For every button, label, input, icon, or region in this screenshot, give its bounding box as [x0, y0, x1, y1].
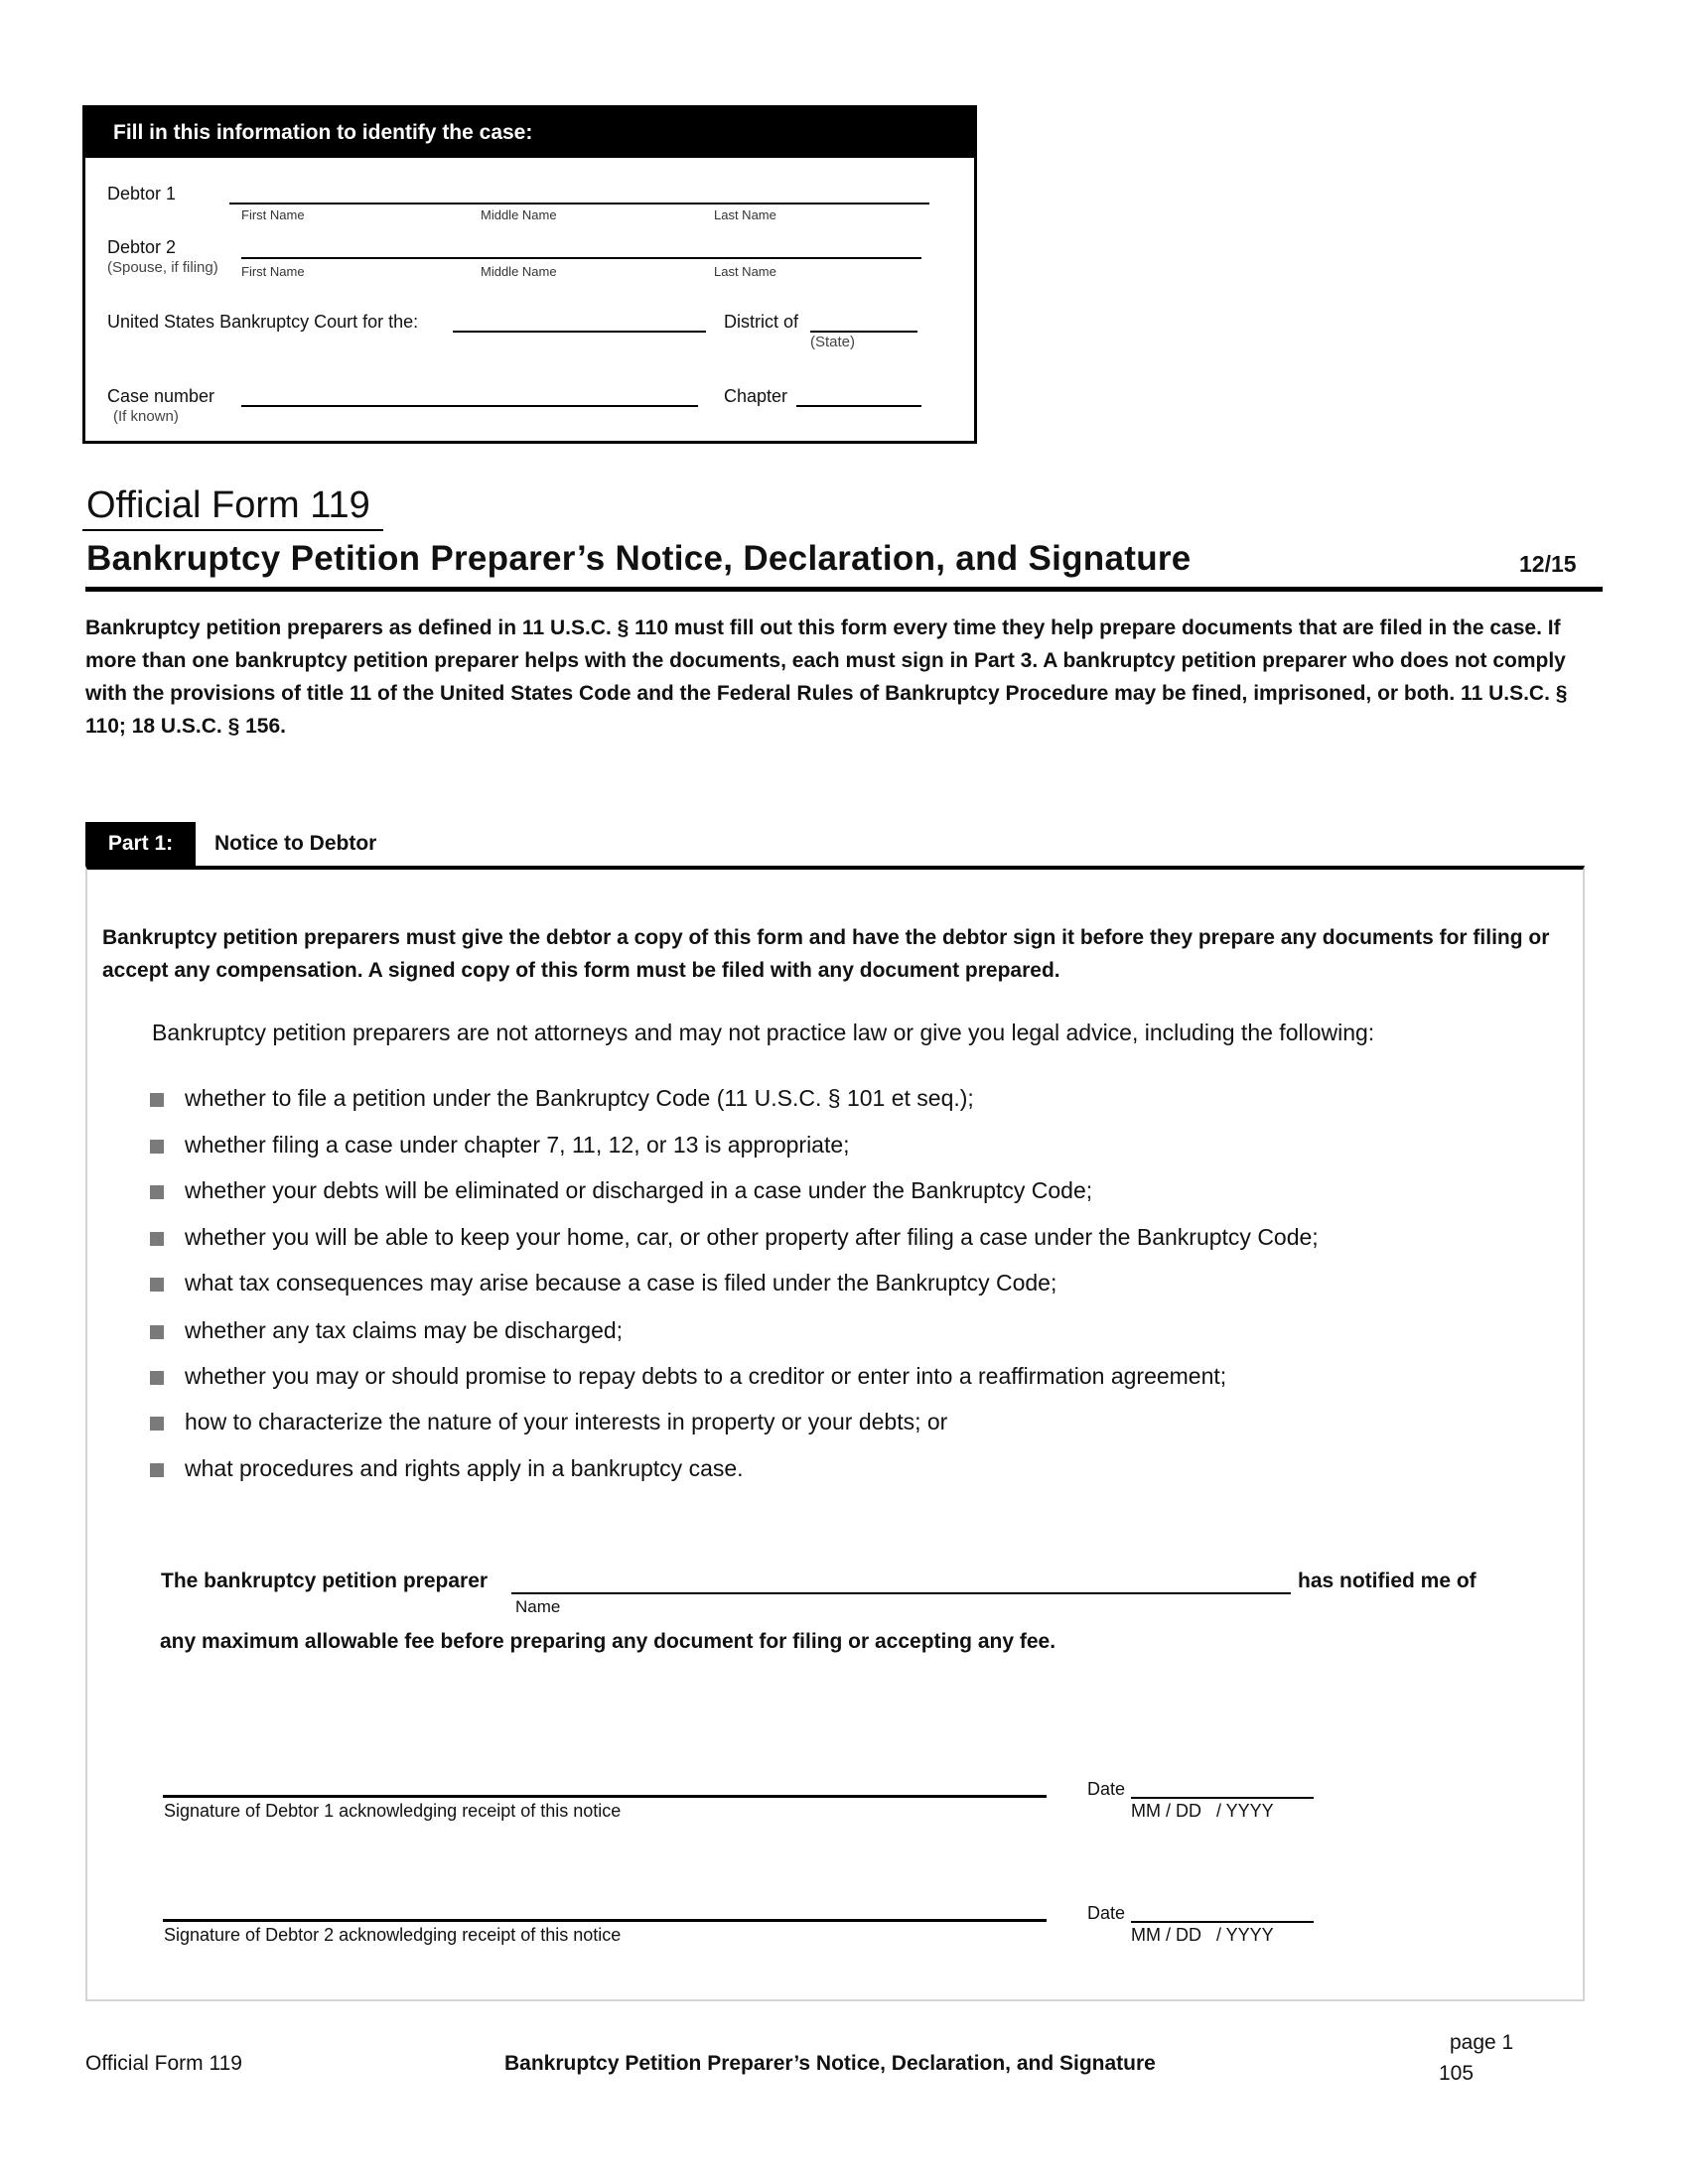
debtor1-label: Debtor 1: [107, 184, 177, 204]
list-item: whether your debts will be eliminated or discharged in a case under the Bankruptcy Code;: [185, 1177, 1093, 1203]
bullet-square-icon: [150, 1325, 164, 1339]
form-number: Official Form 119: [86, 484, 370, 526]
debtor2-date-field[interactable]: [1131, 1921, 1314, 1923]
debtor1-date-label: Date: [1087, 1779, 1126, 1799]
list-item: whether any tax claims may be discharged;: [185, 1317, 624, 1343]
chapter-field[interactable]: [796, 405, 921, 407]
debtor2-name-field[interactable]: [241, 257, 921, 259]
case-number-label: Case number: [107, 386, 215, 406]
list-item: how to characterize the nature of your interests in property or your debts; or: [185, 1409, 948, 1434]
debtor2-signature-label: Signature of Debtor 2 acknowledging receipt of this notice: [164, 1925, 622, 1945]
form-revision: 12/15: [1519, 551, 1577, 577]
list-item: whether filing a case under chapter 7, 11, 12, or 13 is appropriate;: [185, 1132, 850, 1158]
court-field[interactable]: [453, 331, 706, 333]
footer-page-label: page 1: [1450, 2031, 1514, 2054]
court-label: United States Bankruptcy Court for the:: [107, 312, 419, 332]
district-label: District of: [724, 312, 799, 332]
debtor2-date-label: Date: [1087, 1903, 1126, 1923]
chapter-label: Chapter: [724, 386, 788, 406]
intro-paragraph: Bankruptcy petition preparers as defined in 11 U.S.C. § 110 must fill out this form every time they help prepare documents that are filed in the case. If more than one bankruptcy petition preparer helps with the documents, each must sign in Part 3. A bankruptcy petition preparer who does not comply with the provisions of title 11 of the United States Code and the Federal Rules of Bankruptcy Procedure may be fined, imprisoned, or both. 11 U.S.C. § 110; 18 U.S.C. § 156.: [85, 616, 1568, 738]
debtor2-label: Debtor 2: [107, 237, 177, 257]
part1-label: Part 1:: [85, 822, 196, 866]
bullet-square-icon: [150, 1093, 164, 1107]
list-item: whether to file a petition under the Bankruptcy Code (11 U.S.C. § 101 et seq.);: [185, 1085, 974, 1111]
bullet-square-icon: [150, 1232, 164, 1246]
list-item: whether you may or should promise to repay debts to a creditor or enter into a reaffirmation agreement;: [185, 1363, 1227, 1389]
case-number-if-known: (If known): [113, 408, 179, 425]
list-item: what tax consequences may arise because a case is filed under the Bankruptcy Code;: [185, 1270, 1057, 1296]
list-item: whether you will be able to keep your home, car, or other property after filing a case under the Bankruptcy Code;: [185, 1224, 1319, 1250]
district-field[interactable]: [810, 331, 917, 333]
bullet-square-icon: [150, 1463, 164, 1477]
debtor2-first-name-label: First Name: [241, 264, 305, 279]
case-info-header: Fill in this information to identify the case:: [85, 108, 974, 158]
debtor2-date-format: MM / DD / YYYY: [1131, 1925, 1274, 1945]
debtor1-middle-name-label: Middle Name: [481, 207, 557, 222]
debtor2-spouse-note: (Spouse, if filing): [107, 259, 218, 276]
state-label: (State): [810, 334, 856, 350]
debtor1-signature-field[interactable]: [163, 1795, 1047, 1798]
debtor1-date-format: MM / DD / YYYY: [1131, 1801, 1274, 1821]
footer-form-title: Bankruptcy Petition Preparer’s Notice, Declaration, and Signature: [504, 2052, 1156, 2075]
part1-title: Notice to Debtor: [214, 832, 377, 855]
footer-form-number: Official Form 119: [85, 2052, 242, 2075]
bullet-square-icon: [150, 1185, 164, 1199]
preparer-name-label: Name: [515, 1597, 561, 1616]
bullet-square-icon: [150, 1278, 164, 1292]
bullet-square-icon: [150, 1371, 164, 1385]
debtor1-signature-label: Signature of Debtor 1 acknowledging receipt of this notice: [164, 1801, 622, 1821]
debtor2-signature-field[interactable]: [163, 1919, 1047, 1922]
preparer-continuation: any maximum allowable fee before preparing any document for filing or accepting any fee.: [160, 1630, 1056, 1653]
case-info-box: [82, 105, 977, 444]
part1-lead: Bankruptcy petition preparers are not attorneys and may not practice law or give you legal advice, including the following:: [152, 1020, 1375, 1045]
part1-paragraph: Bankruptcy petition preparers must give the debtor a copy of this form and have the debtor sign it before they prepare any documents for filing or accept any compensation. A signed copy of this form must be filed with any document prepared.: [102, 926, 1550, 982]
debtor2-middle-name-label: Middle Name: [481, 264, 557, 279]
bullet-square-icon: [150, 1140, 164, 1154]
form-title: Bankruptcy Petition Preparer’s Notice, Declaration, and Signature: [86, 539, 1192, 578]
debtor1-last-name-label: Last Name: [714, 207, 776, 222]
bullet-square-icon: [150, 1417, 164, 1431]
debtor2-last-name-label: Last Name: [714, 264, 776, 279]
case-number-field[interactable]: [241, 405, 698, 407]
footer-page-number: 105: [1439, 2062, 1475, 2085]
form-number-underline: [82, 529, 383, 531]
title-rule: [85, 587, 1603, 592]
debtor1-name-field[interactable]: [229, 203, 929, 205]
debtor1-first-name-label: First Name: [241, 207, 305, 222]
preparer-prefix: The bankruptcy petition preparer: [161, 1570, 489, 1592]
list-item: what procedures and rights apply in a bankruptcy case.: [185, 1455, 744, 1481]
debtor1-date-field[interactable]: [1131, 1797, 1314, 1799]
preparer-name-field[interactable]: [511, 1592, 1291, 1594]
preparer-suffix: has notified me of: [1298, 1570, 1477, 1592]
